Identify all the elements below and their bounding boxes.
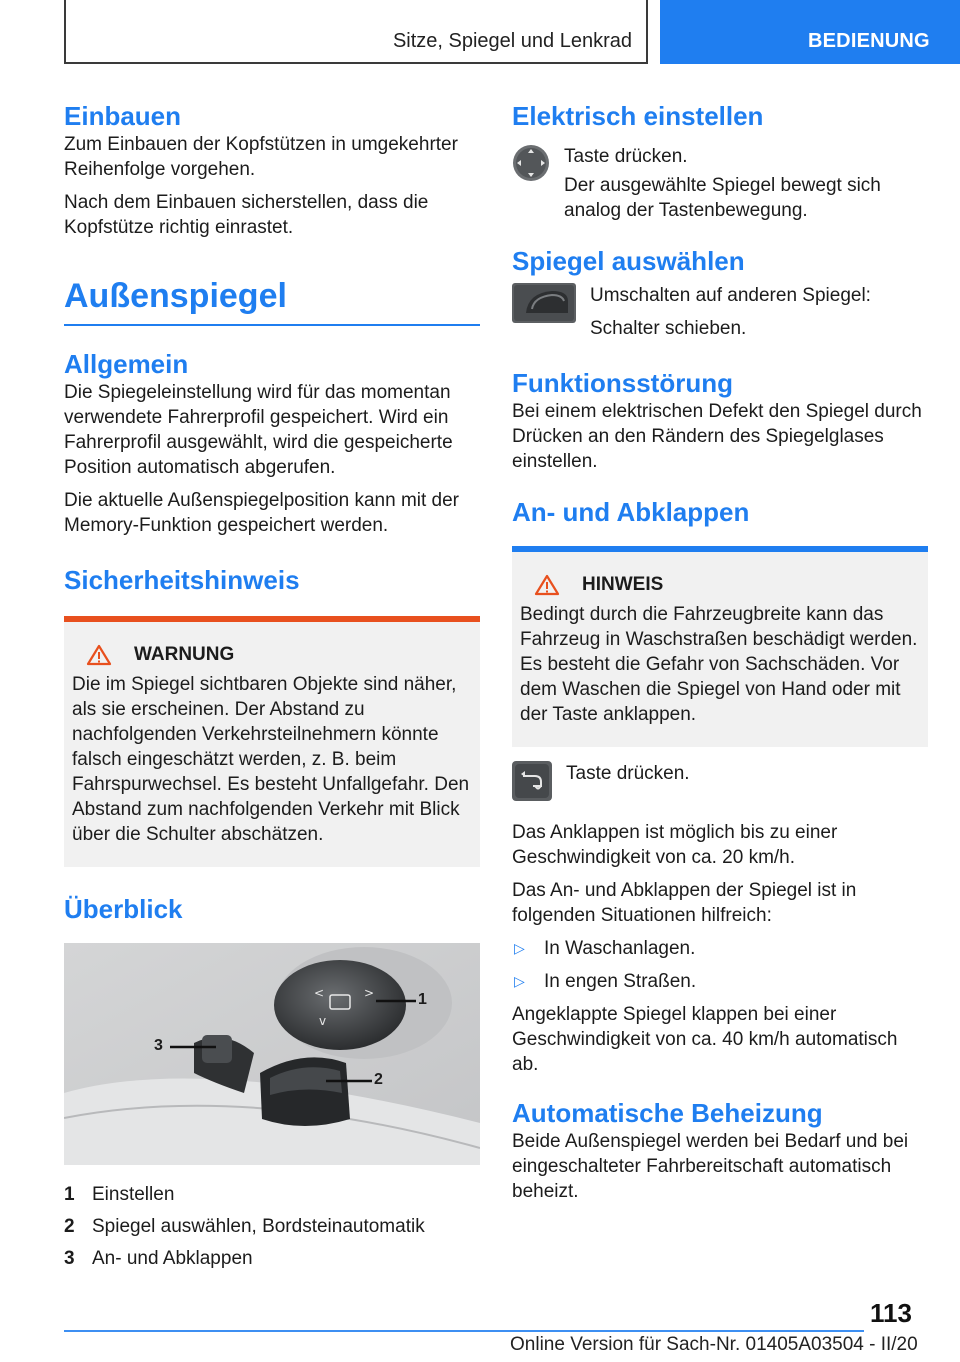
heading-spiegel-auswaehlen: Spiegel auswählen bbox=[512, 246, 745, 276]
svg-text:v: v bbox=[319, 1014, 327, 1028]
beheizung-text: Beide Außenspiegel werden bei Bedarf und bei eingeschalteter Fahrbereitschaft automatisch beheizt. bbox=[512, 1131, 909, 1202]
heading-einbauen: Einbauen bbox=[64, 101, 182, 131]
mirror-adjust-button-icon bbox=[512, 144, 550, 187]
notice-box-title: HINWEIS bbox=[582, 574, 664, 595]
legend-item bbox=[64, 1243, 480, 1275]
heading-automatische-beheizung: Automatische Beheizung bbox=[512, 1098, 823, 1128]
chapter-tab: BEDIENUNG bbox=[660, 0, 960, 64]
legend-text: Spiegel auswählen, Bordsteinautomatik bbox=[92, 1216, 425, 1237]
legend-list bbox=[64, 1179, 480, 1275]
callout-2: 2 bbox=[374, 1071, 383, 1088]
svg-text:<: < bbox=[314, 986, 325, 1000]
elektrisch-text-2: Der ausgewählte Spiegel bewegt sich analog der Tastenbewegung. bbox=[564, 175, 881, 221]
heading-sicherheitshinweis: Sicherheitshinweis bbox=[64, 565, 300, 595]
page-number: 113 bbox=[870, 1298, 912, 1328]
fold-button-row bbox=[512, 761, 928, 806]
list-item bbox=[512, 936, 928, 961]
klappen-text-3: Angeklappte Spiegel klappen bei einer Geschwindigkeit von ca. 40 km/h automatisch ab. bbox=[512, 1004, 898, 1075]
adjust-button-row bbox=[512, 144, 928, 223]
mirror-switch-illustration bbox=[64, 943, 480, 1165]
header-frame bbox=[64, 0, 648, 64]
heading-an-und-abklappen: An- und Abklappen bbox=[512, 497, 750, 527]
fold-button-text: Taste drücken. bbox=[566, 763, 690, 784]
allgemein-text-1: Die Spiegeleinstellung wird für das momentan verwendete Fahrerprofil gespeichert. Wird ein Fahrerprofil ausgewählt, wird die gespeicherte Position automatisch abgerufen. bbox=[64, 382, 453, 478]
mirror-select-switch-icon bbox=[512, 283, 576, 328]
section-title: Sitze, Spiegel und Lenkrad bbox=[392, 30, 632, 52]
legend-text: An- und Abklappen bbox=[92, 1248, 253, 1269]
notice-box-head bbox=[520, 574, 920, 596]
auswaehlen-text-1: Umschalten auf anderen Spiegel: bbox=[590, 285, 871, 306]
legend-item bbox=[64, 1211, 480, 1243]
legend-number: 2 bbox=[64, 1216, 75, 1237]
left-column bbox=[64, 100, 480, 1275]
svg-text:>: > bbox=[364, 986, 375, 1000]
warning-triangle-icon bbox=[86, 644, 112, 666]
callout-3: 3 bbox=[154, 1037, 163, 1054]
legend-number: 1 bbox=[64, 1184, 75, 1205]
heading-funktionsstoerung: Funktionsstörung bbox=[512, 368, 733, 398]
heading-ueberblick: Überblick bbox=[64, 894, 183, 924]
right-column bbox=[512, 100, 928, 1204]
list-item bbox=[512, 969, 928, 994]
warning-box-head bbox=[72, 644, 472, 666]
triangle-bullet-icon: ▷ bbox=[514, 940, 525, 956]
footer-text: Online Version für Sach-Nr. 01405A03504 - II/20 bbox=[510, 1334, 918, 1355]
heading-elektrisch-einstellen: Elektrisch einstellen bbox=[512, 101, 764, 131]
allgemein-text-2: Die aktuelle Außenspiegelposition kann mit der Memory-Funktion gespeichert werden. bbox=[64, 490, 460, 536]
callout-1: 1 bbox=[418, 991, 427, 1008]
einbauen-text-2: Nach dem Einbauen sicherstellen, dass die Kopfstütze richtig einrastet. bbox=[64, 192, 429, 238]
einbauen-text-1: Zum Einbauen der Kopfstützen in umgekehrter Reihenfolge vorgehen. bbox=[64, 134, 458, 180]
notice-box bbox=[512, 546, 928, 747]
warning-box-title: WARNUNG bbox=[134, 644, 235, 665]
heading-aussenspiegel: Außenspiegel bbox=[64, 277, 287, 315]
notice-triangle-icon bbox=[534, 574, 560, 596]
klappen-text-2: Das An- und Abklappen der Spiegel ist in folgenden Situationen hilfreich: bbox=[512, 880, 857, 926]
warning-box bbox=[64, 616, 480, 867]
triangle-bullet-icon: ▷ bbox=[514, 973, 525, 989]
legend-number: 3 bbox=[64, 1248, 75, 1269]
klappen-text-1: Das Anklappen ist möglich bis zu einer Geschwindigkeit von ca. 20 km/h. bbox=[512, 822, 838, 868]
heading-allgemein: Allgemein bbox=[64, 349, 189, 379]
warning-box-text: Die im Spiegel sichtbaren Objekte sind näher, als sie erscheinen. Der Abstand zu nachfolgenden Verkehrsteilnehmern könnte falsch eingeschätzt werden, z. B. beim Fahrspurwechsel. Es besteht Unfallgefahr. Den Abstand zum nachfolgenden Verkehr mit Blick über die Schulter abschätzen. bbox=[72, 674, 470, 845]
select-switch-row bbox=[512, 283, 928, 341]
legend-text: Einstellen bbox=[92, 1184, 175, 1205]
mirror-fold-button-icon bbox=[512, 761, 552, 806]
footer-rule bbox=[64, 1330, 864, 1332]
stoerung-text: Bei einem elektrischen Defekt den Spiegel durch Drücken an den Rändern des Spiegelglases einstellen. bbox=[512, 401, 922, 472]
list-item-text: In engen Straßen. bbox=[544, 971, 697, 992]
chapter-heading-rule bbox=[64, 276, 480, 326]
mirror-switch-image bbox=[64, 943, 480, 1165]
notice-box-text: Bedingt durch die Fahrzeugbreite kann das Fahrzeug in Waschstraßen beschädigt werden. Es besteht die Gefahr von Sachschäden. Vor dem Waschen die Spiegel von Hand oder mit der Taste anklappen. bbox=[520, 604, 918, 725]
auswaehlen-text-2: Schalter schieben. bbox=[590, 318, 747, 339]
list-item-text: In Waschanlagen. bbox=[544, 938, 696, 959]
elektrisch-text-1: Taste drücken. bbox=[564, 146, 688, 167]
legend-item bbox=[64, 1179, 480, 1211]
